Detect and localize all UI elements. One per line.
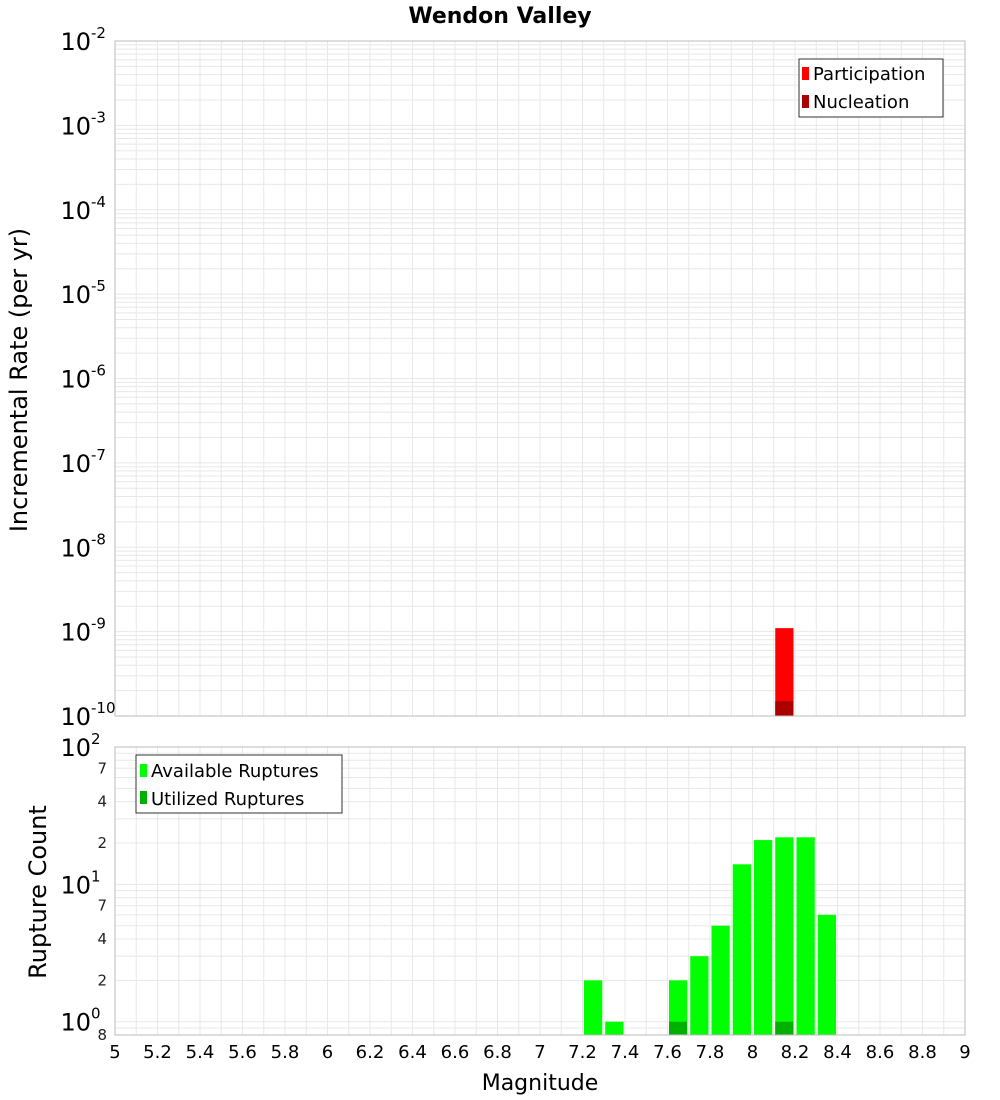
rate-y-axis-label: Incremental Rate (per yr)	[5, 227, 33, 533]
chart-title: Wendon Valley	[408, 4, 592, 29]
bar-available-ruptures	[775, 837, 793, 1035]
x-tick-label: 9	[959, 1042, 971, 1063]
y-tick-exponent: 1	[91, 867, 101, 886]
count-legend	[136, 755, 342, 813]
y-tick-exponent: -3	[91, 108, 106, 127]
y-tick-exponent: -2	[91, 24, 106, 42]
x-tick-label: 7.8	[695, 1042, 725, 1063]
y-minor-tick-label: 2	[97, 971, 107, 990]
y-minor-tick-label: 8	[97, 1026, 107, 1044]
rate-legend	[799, 59, 943, 117]
bar-utilized-ruptures	[669, 1022, 687, 1035]
y-tick-exponent: 0	[91, 1004, 101, 1023]
legend-swatch-nucleation	[802, 95, 809, 108]
x-tick-label: 6.2	[355, 1042, 385, 1063]
y-minor-tick-label: 4	[97, 792, 107, 811]
bar-available-ruptures	[818, 915, 836, 1035]
rate-gridlines	[115, 41, 965, 716]
y-tick-exponent: -5	[91, 277, 106, 296]
count-y-tick-labels	[60, 730, 107, 1044]
y-tick-label: 10	[60, 281, 91, 310]
rate-y-tick-labels	[60, 24, 115, 731]
y-tick-label: 10	[60, 703, 91, 731]
x-tick-label: 8	[746, 1042, 759, 1063]
count-chart	[24, 730, 971, 1096]
x-tick-label: 6.6	[440, 1042, 470, 1063]
y-tick-label: 10	[60, 28, 91, 56]
y-tick-label: 10	[60, 449, 91, 478]
bar-available-ruptures	[584, 980, 602, 1035]
rate-chart	[5, 24, 965, 731]
x-tick-label: 8.8	[908, 1042, 937, 1063]
y-minor-tick-label: 7	[97, 759, 107, 778]
x-tick-label: 6.8	[483, 1042, 512, 1063]
x-tick-label: 7.6	[653, 1042, 682, 1063]
legend-swatch-participation	[802, 67, 809, 80]
x-tick-label: 5.8	[270, 1042, 300, 1063]
y-tick-label: 10	[60, 1008, 91, 1037]
bar-available-ruptures	[690, 956, 708, 1035]
y-tick-exponent: -7	[91, 445, 106, 464]
bar-available-ruptures	[754, 840, 772, 1035]
bar-nucleation	[775, 701, 793, 716]
x-tick-label: 8.4	[823, 1042, 852, 1063]
x-tick-label: 6	[321, 1042, 334, 1063]
y-tick-label: 10	[60, 871, 91, 900]
y-tick-label: 10	[60, 112, 91, 141]
rate-bars	[775, 628, 793, 716]
y-tick-label: 10	[60, 196, 91, 225]
x-tick-label: 5	[109, 1042, 121, 1063]
x-tick-label: 6.4	[398, 1042, 427, 1063]
x-tick-label: 7.2	[568, 1042, 597, 1063]
y-minor-tick-label: 7	[97, 896, 107, 915]
y-tick-label: 10	[60, 734, 91, 762]
x-tick-labels	[109, 1042, 970, 1063]
legend-swatch-utilized	[140, 791, 147, 804]
bar-available-ruptures	[733, 864, 751, 1035]
y-tick-label: 10	[60, 365, 91, 394]
x-tick-label: 5.4	[185, 1042, 215, 1063]
x-tick-label: 5.2	[143, 1042, 172, 1063]
legend-swatch-available	[140, 764, 147, 777]
x-tick-label: 7	[534, 1042, 546, 1063]
bar-available-ruptures	[605, 1022, 623, 1035]
bar-utilized-ruptures	[775, 1022, 793, 1035]
bar-available-ruptures	[797, 837, 815, 1035]
count-y-axis-label: Rupture Count	[24, 805, 52, 979]
legend-label-participation: Participation	[813, 64, 926, 85]
y-tick-exponent: 2	[91, 730, 101, 748]
y-tick-label: 10	[60, 534, 91, 563]
legend-label-nucleation: Nucleation	[813, 92, 910, 113]
y-minor-tick-label: 2	[97, 834, 107, 852]
legend-label-available: Available Ruptures	[151, 761, 319, 782]
legend-label-utilized: Utilized Ruptures	[151, 789, 305, 810]
x-tick-label: 8.6	[865, 1042, 895, 1063]
x-axis-label: Magnitude	[481, 1071, 599, 1096]
x-tick-label: 5.6	[228, 1042, 257, 1063]
y-tick-exponent: -9	[91, 614, 106, 633]
x-tick-label: 7.4	[610, 1042, 640, 1063]
x-tick-label: 8.2	[780, 1042, 810, 1063]
y-tick-exponent: -4	[91, 192, 106, 211]
bar-available-ruptures	[712, 926, 730, 1035]
y-tick-exponent: -8	[91, 530, 106, 549]
y-tick-label: 10	[60, 618, 91, 647]
y-tick-exponent: -6	[91, 361, 106, 380]
y-tick-exponent: -10	[91, 699, 116, 717]
y-minor-tick-label: 4	[97, 930, 107, 948]
